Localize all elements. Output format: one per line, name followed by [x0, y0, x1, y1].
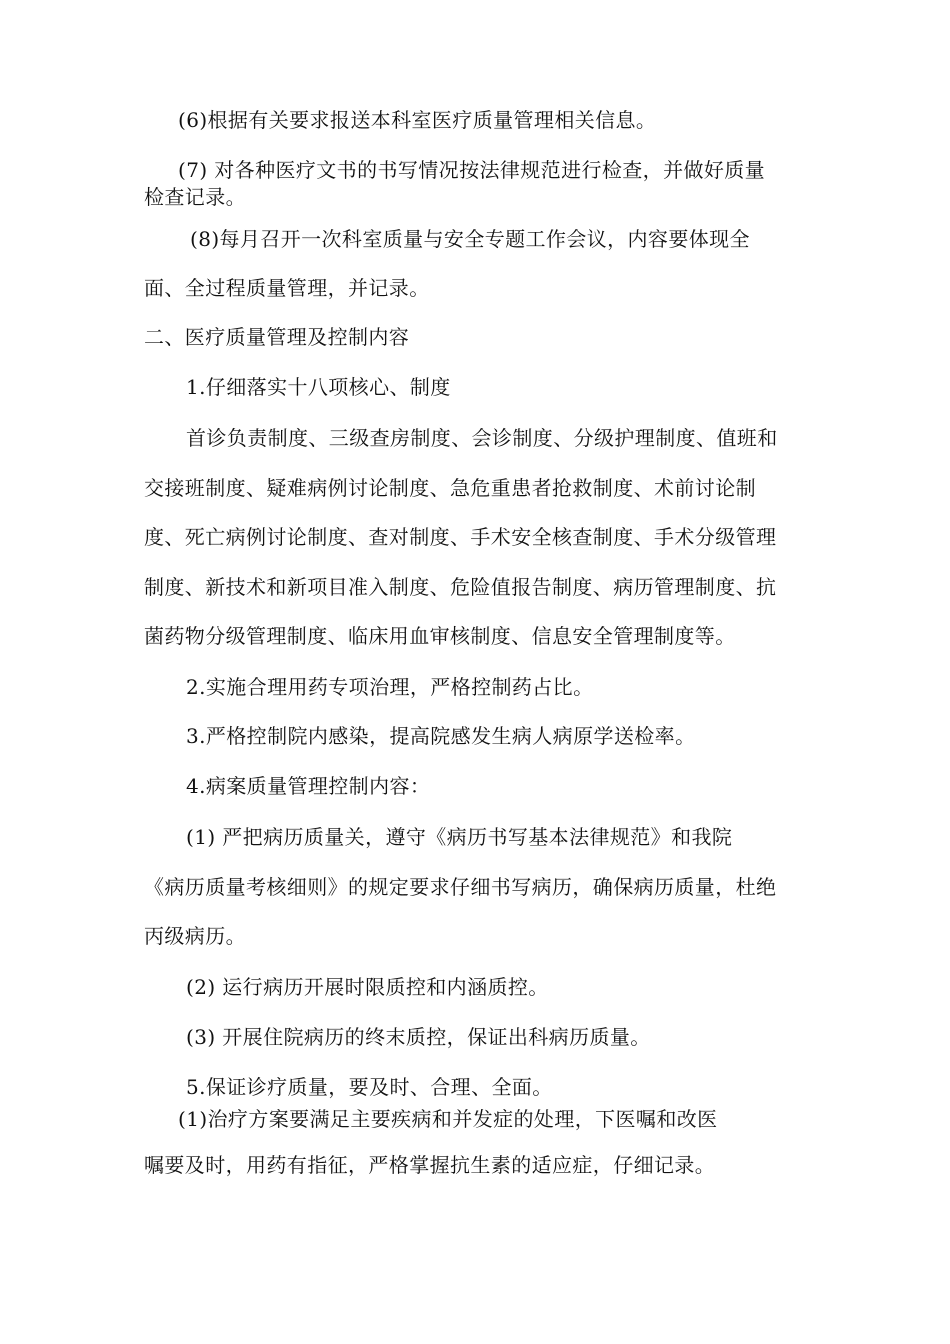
list-item: 2.实施合理用药专项治理，严格控制药占比。: [186, 675, 594, 699]
paragraph-line: (8)每月召开一次科室质量与安全专题工作会议，内容要体现全: [190, 227, 750, 251]
list-item: 3.严格控制院内感染，提高院感发生病人病原学送检率。: [186, 724, 696, 748]
paragraph-line: 《病历质量考核细则》的规定要求仔细书写病历，确保病历质量，杜绝: [144, 875, 777, 899]
paragraph-line: (1) 严把病历质量关，遵守《病历书写基本法律规范》和我院: [186, 825, 733, 849]
paragraph-line: 丙级病历。: [144, 924, 246, 948]
paragraph-line: (1)治疗方案要满足主要疾病和并发症的处理，下医嘱和改医: [178, 1107, 718, 1131]
paragraph-line: 面、全过程质量管理，并记录。: [144, 276, 430, 300]
list-item: (2) 运行病历开展时限质控和内涵质控。: [186, 975, 549, 999]
paragraph-line: 检查记录。: [144, 185, 246, 209]
paragraph-line: 制度、新技术和新项目准入制度、危险值报告制度、病历管理制度、抗: [144, 575, 777, 599]
list-item: (3) 开展住院病历的终末质控，保证出科病历质量。: [186, 1025, 651, 1049]
paragraph-line: 交接班制度、疑难病例讨论制度、急危重患者抢救制度、术前讨论制: [144, 476, 756, 500]
paragraph-line: (6)根据有关要求报送本科室医疗质量管理相关信息。: [178, 108, 657, 132]
paragraph-line: 度、死亡病例讨论制度、查对制度、手术安全核查制度、手术分级管理: [144, 525, 777, 549]
paragraph-line: 嘱要及时，用药有指征，严格掌握抗生素的适应症，仔细记录。: [144, 1153, 716, 1177]
section-heading: 二、医疗质量管理及控制内容: [144, 325, 410, 349]
subsection-heading: 1.仔细落实十八项核心、制度: [186, 375, 451, 399]
list-item: 4.病案质量管理控制内容：: [186, 774, 431, 798]
paragraph-line: 菌药物分级管理制度、临床用血审核制度、信息安全管理制度等。: [144, 624, 736, 648]
list-item: 5.保证诊疗质量，要及时、合理、全面。: [186, 1075, 553, 1099]
paragraph-line: (7) 对各种医疗文书的书写情况按法律规范进行检查，并做好质量: [178, 158, 766, 182]
paragraph-line: 首诊负责制度、三级查房制度、会诊制度、分级护理制度、值班和: [186, 426, 778, 450]
